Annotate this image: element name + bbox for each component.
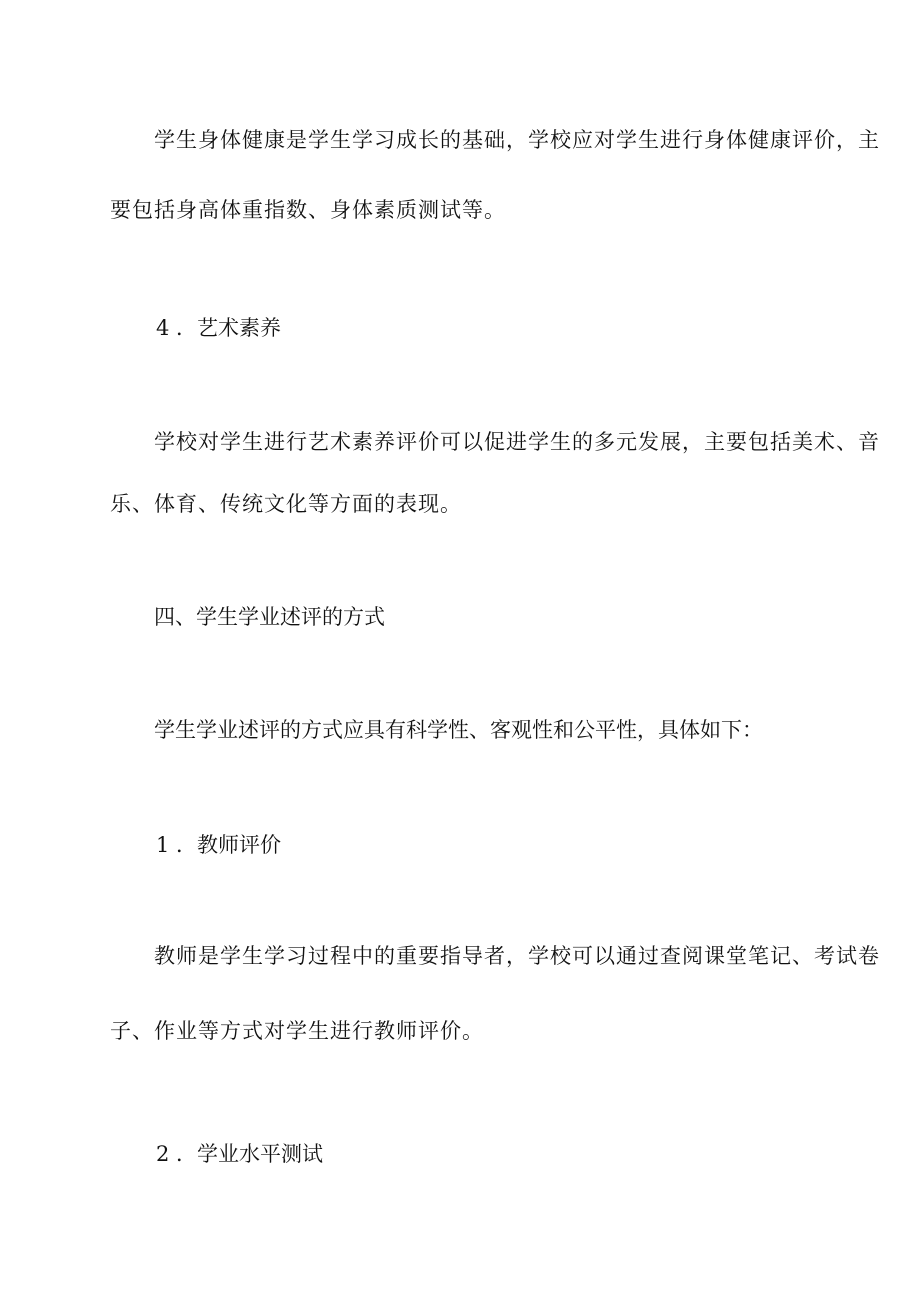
method-intro-paragraph: 学生学业述评的方式应具有科学性、客观性和公平性，具体如下： <box>154 718 763 742</box>
teacher-paragraph-line-1: 教师是学生学习过程中的重要指导者，学校可以通过查阅课堂笔记、考试卷 <box>154 944 880 968</box>
art-paragraph-line-1: 学校对学生进行艺术素养评价可以促进学生的多元发展，主要包括美术、音 <box>154 430 880 454</box>
teacher-paragraph-line-2: 子、作业等方式对学生进行教师评价。 <box>110 1019 484 1043</box>
academic-test-heading: 2 ．学业水平测试 <box>156 1142 324 1166</box>
art-paragraph-line-2: 乐、体育、传统文化等方面的表现。 <box>110 492 462 516</box>
health-paragraph-line-1: 学生身体健康是学生学习成长的基础，学校应对学生进行身体健康评价，主 <box>154 128 880 152</box>
art-literacy-heading: 4 ．艺术素养 <box>156 316 282 340</box>
health-paragraph-line-2: 要包括身高体重指数、身体素质测试等。 <box>110 198 506 222</box>
section-four-heading: 四、学生学业述评的方式 <box>154 605 385 629</box>
teacher-evaluation-heading: 1 ．教师评价 <box>156 833 282 857</box>
